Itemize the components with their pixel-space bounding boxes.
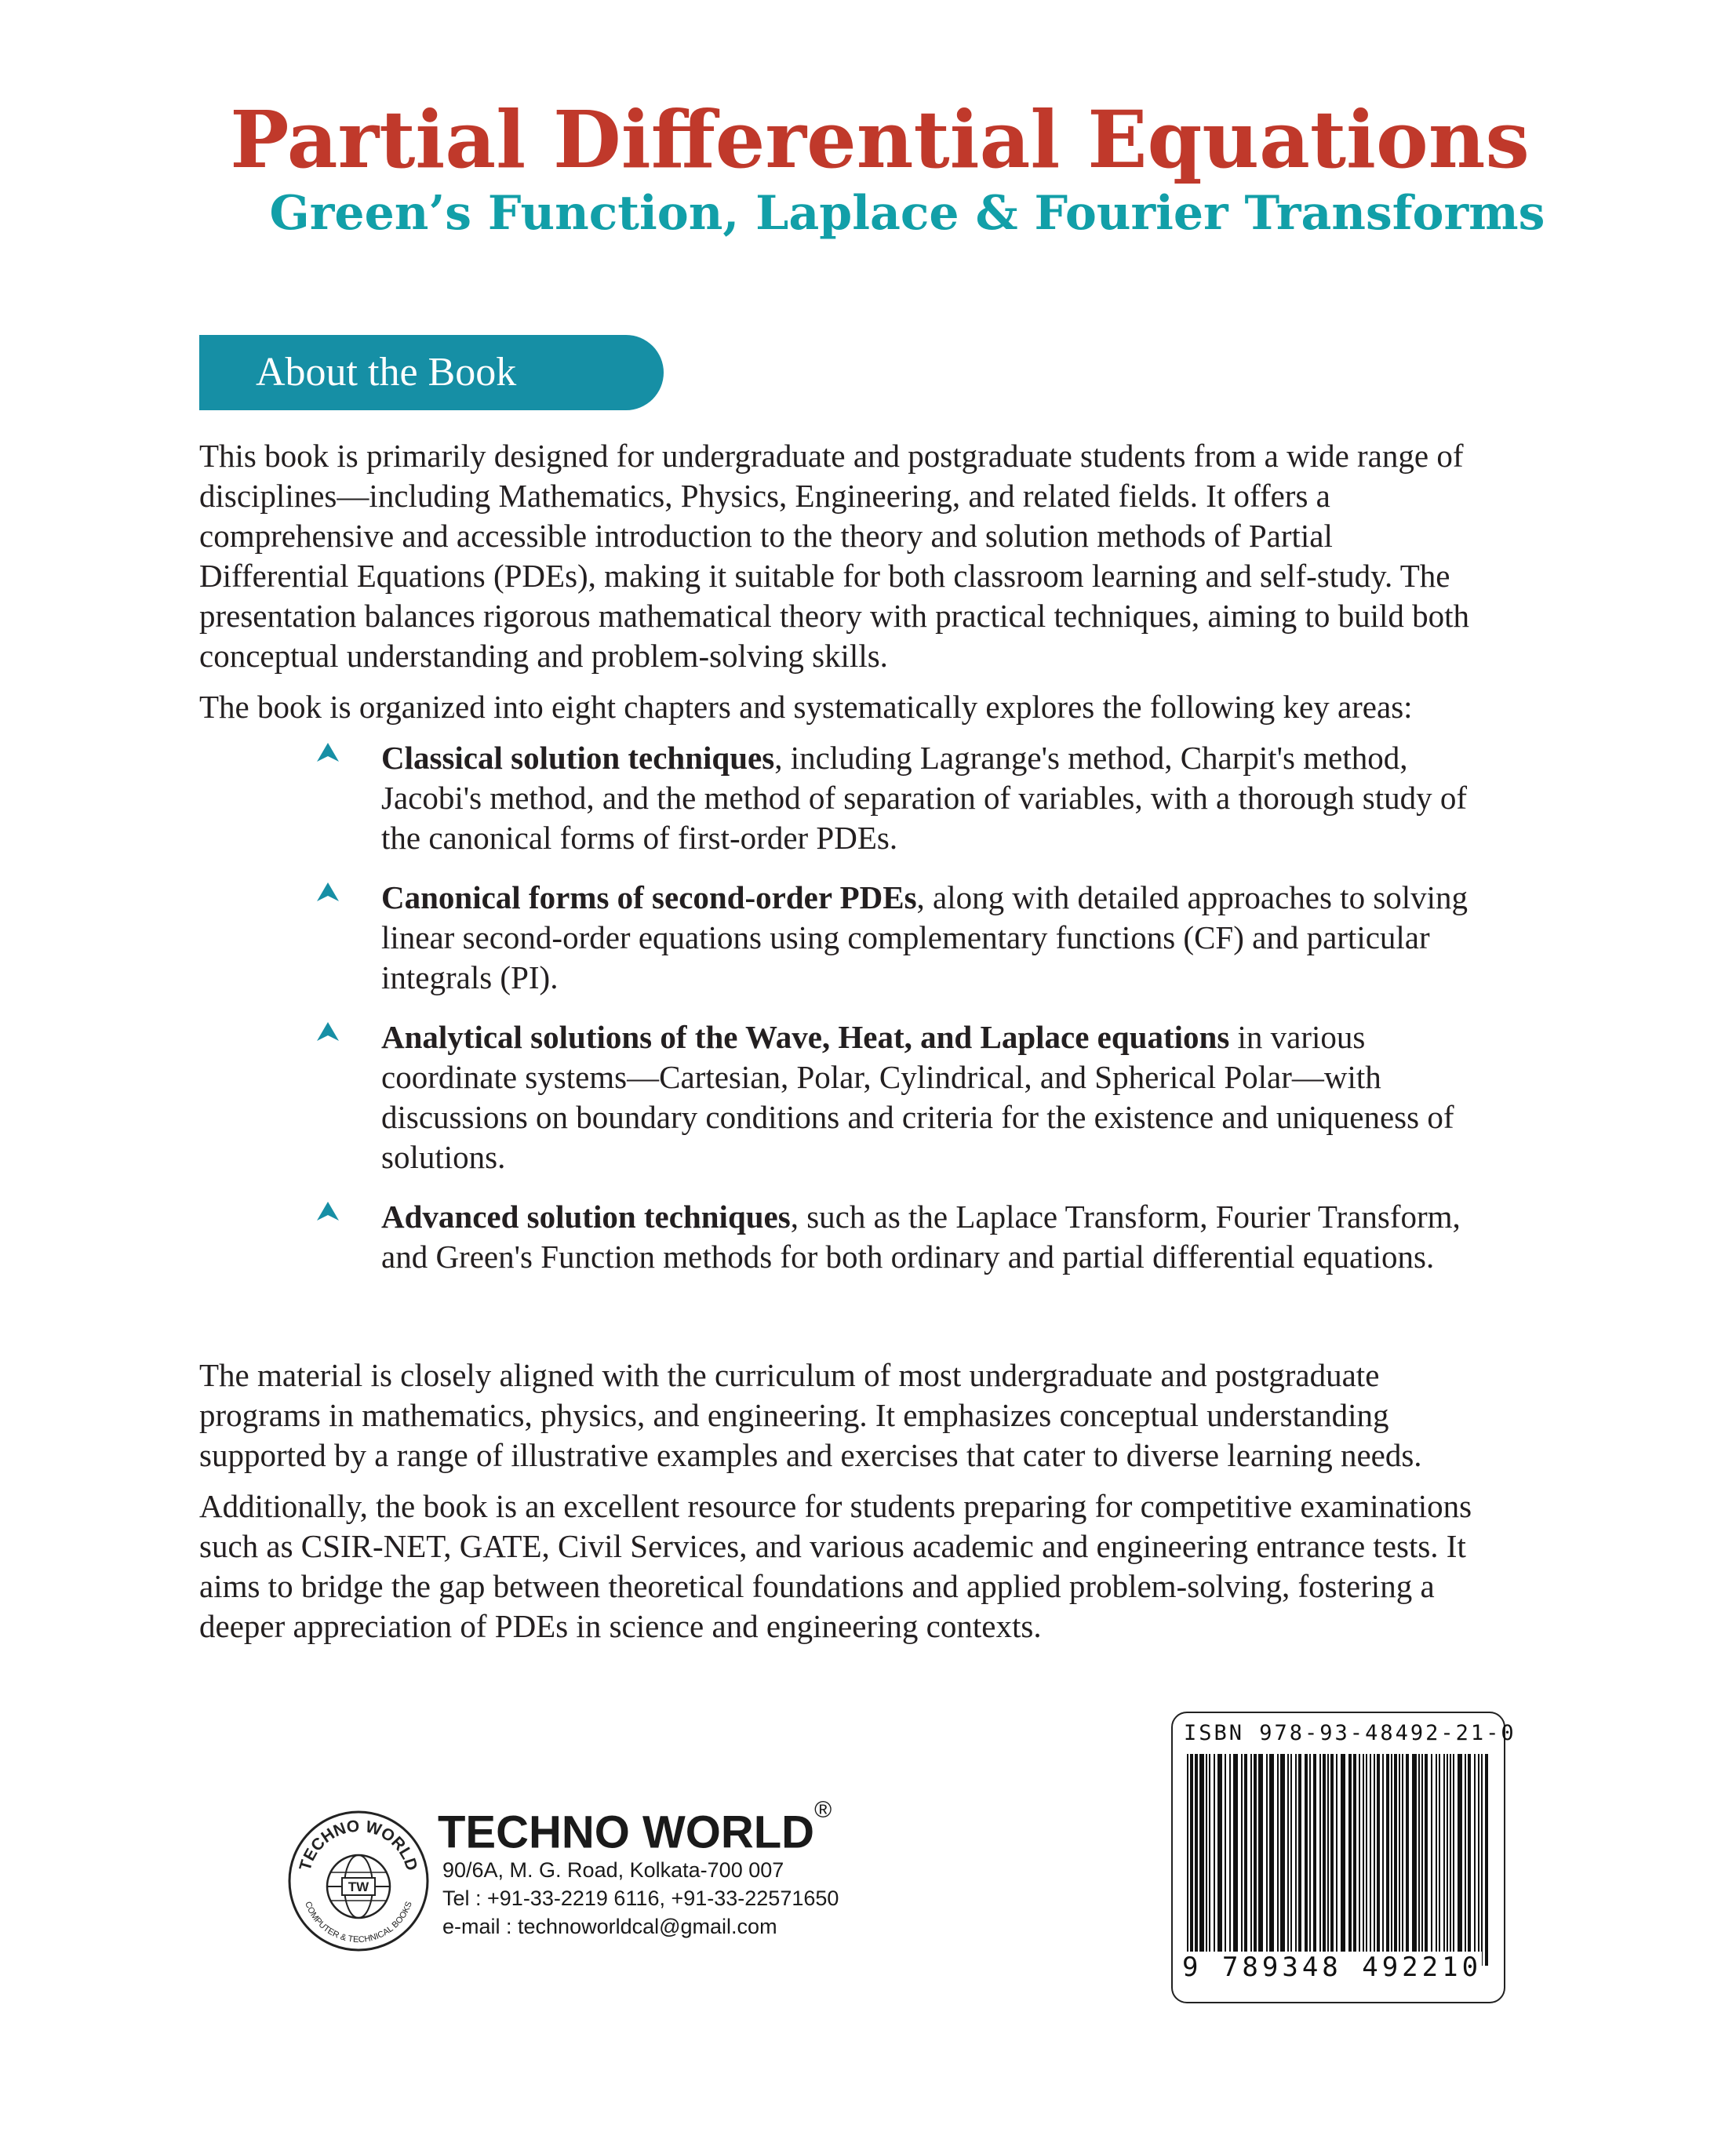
barcode-bar xyxy=(1258,1754,1263,1966)
barcode-bar xyxy=(1425,1754,1428,1966)
barcode-bar xyxy=(1348,1754,1352,1966)
book-title: Partial Differential Equations xyxy=(230,93,1530,186)
barcode-bar xyxy=(1330,1754,1334,1966)
barcode-bar xyxy=(1280,1754,1285,1966)
barcode-bar xyxy=(1313,1754,1316,1966)
barcode-bar xyxy=(1468,1754,1471,1966)
barcode-bar xyxy=(1241,1754,1243,1966)
barcode-bar xyxy=(1394,1754,1397,1966)
intro-paragraph: This book is primarily designed for undergraduate and postgraduate students from a wide range of disciplines—including Mathematics, Physics, Engineering, and related fields. It offers a comprehensive and accessible introduction to the theory and solution methods of Partial Differential Equations (PDEs), making it suitable for both classroom learning and self-study. The presentation balances rigorous mathematical theory with practical techniques, aiming to build both conceptual understanding and problem-solving skills. xyxy=(199,438,1470,674)
barcode-bar xyxy=(1295,1754,1297,1966)
barcode-bar xyxy=(1366,1754,1367,1966)
barcode-bar xyxy=(1439,1754,1440,1966)
barcode-bar xyxy=(1250,1754,1252,1966)
barcode-bar xyxy=(1450,1754,1451,1966)
svg-text:TW: TW xyxy=(348,1879,369,1894)
publisher-address: 90/6A, M. G. Road, Kolkata-700 007 xyxy=(442,1858,784,1882)
barcode-bar xyxy=(1391,1754,1392,1966)
barcode-bar xyxy=(1309,1754,1311,1966)
publisher-email: e-mail : technoworldcal@gmail.com xyxy=(442,1915,777,1938)
barcode-bar xyxy=(1269,1754,1274,1966)
barcode-bar xyxy=(1336,1754,1337,1966)
barcode-bar xyxy=(1485,1754,1488,1966)
barcode-bar xyxy=(1233,1754,1238,1966)
barcode-bar xyxy=(1327,1754,1329,1966)
list-item: Analytical solutions of the Wave, Heat, and Laplace equations in various coordinate systems—Cartesian, Polar, Cylindrical, and Spherical Polar—with discussions on boundary conditions and criteria for the existence and uniqueness of solutions. xyxy=(199,1017,1627,1177)
about-banner xyxy=(199,335,664,410)
curriculum-paragraph: The material is closely aligned with the curriculum of most undergraduate and postgraduate programs in mathematics, physics, and engineering. It emphasizes conceptual understanding supported by a range of illustrative examples and exercises that cater to diverse learning needs. xyxy=(199,1357,1422,1473)
barcode-bar xyxy=(1254,1754,1257,1966)
barcode-bar xyxy=(1421,1754,1423,1966)
barcode-bar xyxy=(1402,1754,1403,1966)
triangle-bullet-icon xyxy=(317,1022,339,1041)
barcode-bar xyxy=(1277,1754,1279,1966)
barcode-bar xyxy=(1436,1754,1437,1966)
barcode-bar xyxy=(1199,1754,1204,1966)
svg-text:TECHNO WORLD: TECHNO WORLD xyxy=(296,1817,421,1873)
barcode-bar xyxy=(1319,1754,1321,1966)
barcode-digits: 9 789348 492210 xyxy=(1182,1952,1483,1983)
publisher-contact xyxy=(442,1856,839,1941)
barcode-bar xyxy=(1287,1754,1289,1966)
key-areas-list xyxy=(199,738,1627,1277)
barcode-bar xyxy=(1217,1754,1222,1966)
barcode-bar xyxy=(1447,1754,1448,1966)
barcode-bar xyxy=(1443,1754,1445,1966)
barcode-bar xyxy=(1244,1754,1247,1966)
barcode-bar xyxy=(1190,1754,1193,1966)
barcode-bar xyxy=(1290,1754,1292,1966)
book-description xyxy=(199,436,1627,1657)
barcode-bar xyxy=(1187,1754,1188,1966)
barcode-bar xyxy=(1478,1754,1479,1966)
barcode-bar xyxy=(1465,1754,1466,1966)
barcode-bar xyxy=(1406,1754,1409,1966)
barcode-bar xyxy=(1225,1754,1226,1966)
barcode-bar xyxy=(1474,1754,1476,1966)
barcode-bar xyxy=(1399,1754,1400,1966)
barcode-bar xyxy=(1206,1754,1207,1966)
svg-text:COMPUTER & TECHNICAL BOOKS: COMPUTER & TECHNICAL BOOKS xyxy=(303,1900,414,1945)
triangle-bullet-icon xyxy=(317,1202,339,1221)
barcode-bar xyxy=(1305,1754,1308,1966)
about-heading: About the Book xyxy=(256,350,517,395)
barcode-bar xyxy=(1481,1754,1483,1966)
barcode-bar xyxy=(1458,1754,1462,1966)
organized-paragraph: The book is organized into eight chapters and systematically explores the following key areas: xyxy=(199,689,1413,725)
triangle-bullet-icon xyxy=(317,882,339,901)
barcode-bar xyxy=(1341,1754,1345,1966)
barcode-bar xyxy=(1229,1754,1231,1966)
barcode-bar xyxy=(1359,1754,1360,1966)
publisher-logo xyxy=(286,1808,431,1954)
publisher-tel: Tel : +91-33-2219 6116, +91-33-22571650 xyxy=(442,1886,839,1910)
isbn-text: ISBN 978-93-48492-21-0 xyxy=(1184,1721,1516,1745)
barcode-bar xyxy=(1412,1754,1417,1966)
triangle-bullet-icon xyxy=(317,743,339,762)
barcode-bar xyxy=(1374,1754,1375,1966)
barcode-bar xyxy=(1386,1754,1389,1966)
barcode-bar xyxy=(1370,1754,1371,1966)
barcode-bar xyxy=(1323,1754,1326,1966)
barcode-bar xyxy=(1298,1754,1301,1966)
barcode-bar xyxy=(1453,1754,1454,1966)
barcode-bar xyxy=(1377,1754,1380,1966)
barcode-bar xyxy=(1353,1754,1356,1966)
list-item: Advanced solution techniques, such as the Laplace Transform, Fourier Transform, and Green's Function methods for both ordinary and partial differential equations. xyxy=(199,1197,1627,1277)
barcode-bar xyxy=(1195,1754,1198,1966)
barcode-bar xyxy=(1363,1754,1364,1966)
additionally-paragraph: Additionally, the book is an excellent resource for students preparing for competitive examinations such as CSIR-NET, GATE, Civil Services, and various academic and engineering entrance tests. It aims to bridge the gap between theoretical foundations and applied problem-solving, fostering a deeper appreciation of PDEs in science and engineering contexts. xyxy=(199,1488,1472,1644)
list-item: Classical solution techniques, including Lagrange's method, Charpit's method, Jacobi's method, and the method of separation of variables, with a thorough study of the canonical forms of first-order PDEs. xyxy=(199,738,1627,858)
publisher-name: TECHNO WORLD® xyxy=(438,1797,832,1858)
book-subtitle: Green’s Function, Laplace & Fourier Transforms xyxy=(269,186,1545,241)
barcode-bars xyxy=(1184,1754,1493,1966)
list-item: Canonical forms of second-order PDEs, along with detailed approaches to solving linear second-order equations using complementary functions (CF) and particular integrals (PI). xyxy=(199,878,1627,998)
barcode-bar xyxy=(1209,1754,1210,1966)
barcode-bar xyxy=(1382,1754,1384,1966)
barcode-bar xyxy=(1266,1754,1268,1966)
barcode-bar xyxy=(1418,1754,1420,1966)
barcode-bar xyxy=(1431,1754,1432,1966)
isbn-barcode xyxy=(1171,1712,1516,2003)
barcode-bar xyxy=(1214,1754,1215,1966)
